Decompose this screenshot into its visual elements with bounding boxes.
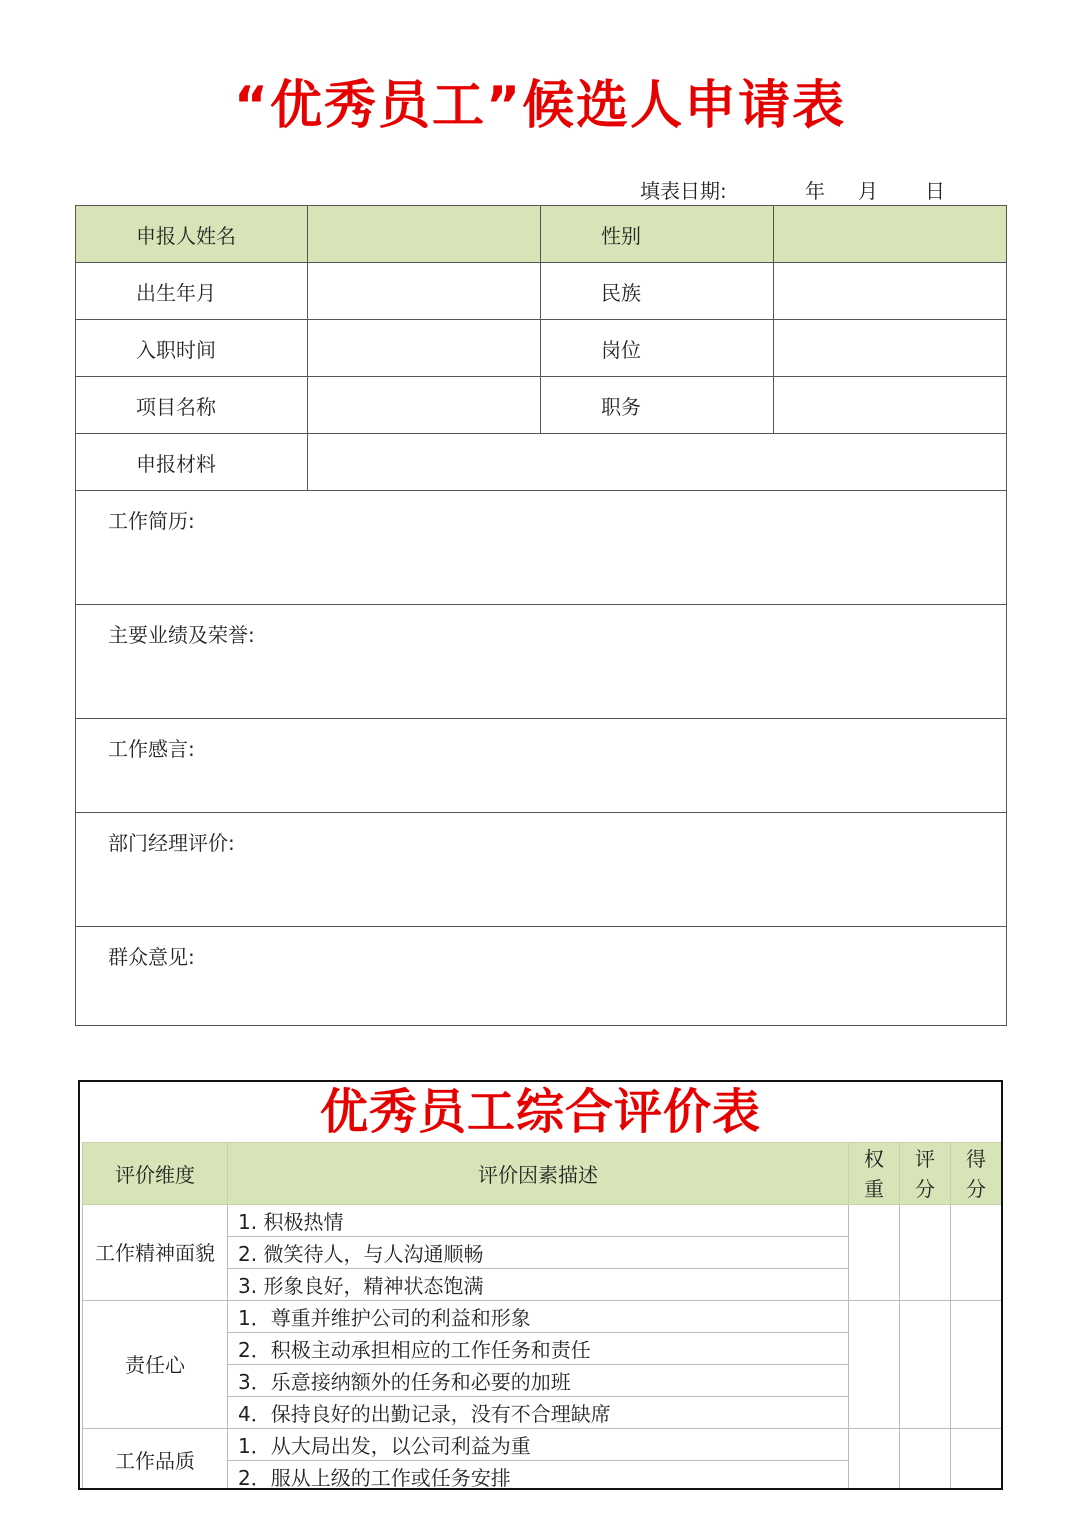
weight-header: [849, 1143, 900, 1205]
rating-header-line-2: 分: [915, 1176, 935, 1201]
form-row-public: [76, 927, 1007, 1026]
fill-date-label: 填表日期:: [640, 179, 727, 203]
position-field[interactable]: [774, 320, 1007, 377]
factor-item: 1．从大局出发，以公司利益为重: [228, 1429, 849, 1461]
achievements-honors-section[interactable]: 主要业绩及荣誉:: [76, 605, 1007, 719]
applicant-name-label: 申报人姓名: [76, 206, 308, 263]
factor-item: 1. 积极热情: [228, 1205, 849, 1237]
factor-item: 1．尊重并维护公司的利益和形象: [228, 1301, 849, 1333]
evaluation-header-row: [83, 1143, 1002, 1205]
form-row-materials: [76, 434, 1007, 491]
hire-date-field[interactable]: [308, 320, 541, 377]
dimension-work-spirit: 工作精神面貌: [83, 1205, 228, 1301]
public-opinion-section[interactable]: 群众意见:: [76, 927, 1007, 1026]
project-name-field[interactable]: [308, 377, 541, 434]
job-title-label: 职务: [541, 377, 774, 434]
dimension-header: 评价维度: [83, 1143, 228, 1205]
work-resume-section[interactable]: 工作简历:: [76, 491, 1007, 605]
rating-cell[interactable]: [900, 1301, 951, 1429]
form-row-achievements: [76, 605, 1007, 719]
factor-item: 3. 形象良好，精神状态饱满: [228, 1269, 849, 1301]
application-form-table: [75, 205, 1007, 1026]
rating-header: [900, 1143, 951, 1205]
form-row-hire: [76, 320, 1007, 377]
description-header: 评价因素描述: [228, 1143, 849, 1205]
form-row-name: [76, 206, 1007, 263]
ethnicity-field[interactable]: [774, 263, 1007, 320]
position-label: 岗位: [541, 320, 774, 377]
applicant-name-field[interactable]: [308, 206, 541, 263]
ethnicity-label: 民族: [541, 263, 774, 320]
weight-cell[interactable]: [849, 1301, 900, 1429]
materials-label: 申报材料: [76, 434, 308, 491]
form-row-resume: [76, 491, 1007, 605]
fill-date-day-label: 日: [925, 179, 945, 203]
evaluation-title: 优秀员工综合评价表: [319, 1084, 761, 1140]
birth-date-field[interactable]: [308, 263, 541, 320]
score-cell[interactable]: [951, 1205, 1002, 1301]
evaluation-table: [82, 1142, 1002, 1490]
factor-item: 4．保持良好的出勤记录，没有不合理缺席: [228, 1397, 849, 1429]
project-name-label: 项目名称: [76, 377, 308, 434]
job-title-field[interactable]: [774, 377, 1007, 434]
table-row: [83, 1301, 1002, 1333]
weight-header-line-2: 重: [864, 1176, 884, 1201]
weight-cell[interactable]: [849, 1205, 900, 1301]
work-reflections-section[interactable]: 工作感言:: [76, 719, 1007, 813]
weight-cell[interactable]: [849, 1429, 900, 1491]
form-row-manager: [76, 813, 1007, 927]
score-header: [951, 1143, 1002, 1205]
rating-header-line-1: 评: [915, 1146, 935, 1171]
factor-item: 3．乐意接纳额外的任务和必要的加班: [228, 1365, 849, 1397]
form-row-birth: [76, 263, 1007, 320]
fill-date-month-label: 月: [858, 179, 878, 203]
evaluation-form: [78, 1080, 1003, 1490]
table-row: [83, 1429, 1002, 1461]
score-cell[interactable]: [951, 1301, 1002, 1429]
dimension-responsibility: 责任心: [83, 1301, 228, 1429]
manager-evaluation-section[interactable]: 部门经理评价:: [76, 813, 1007, 927]
birth-date-label: 出生年月: [76, 263, 308, 320]
rating-cell[interactable]: [900, 1205, 951, 1301]
fill-date-year-label: 年: [805, 179, 825, 203]
dimension-work-quality: 工作品质: [83, 1429, 228, 1491]
score-header-line-2: 分: [966, 1176, 986, 1201]
score-header-line-1: 得: [966, 1146, 986, 1171]
hire-date-label: 入职时间: [76, 320, 308, 377]
factor-item: 2．服从上级的工作或任务安排: [228, 1461, 849, 1491]
factor-item: 2. 微笑待人，与人沟通顺畅: [228, 1237, 849, 1269]
gender-label: 性别: [541, 206, 774, 263]
materials-field[interactable]: [308, 434, 1007, 491]
factor-item: 2．积极主动承担相应的工作任务和责任: [228, 1333, 849, 1365]
table-row: [83, 1205, 1002, 1237]
form-row-project: [76, 377, 1007, 434]
weight-header-line-1: 权: [864, 1146, 884, 1171]
gender-field[interactable]: [774, 206, 1007, 263]
form-title: “优秀员工”候选人申请表: [233, 76, 847, 136]
rating-cell[interactable]: [900, 1429, 951, 1491]
score-cell[interactable]: [951, 1429, 1002, 1491]
form-row-reflections: [76, 719, 1007, 813]
